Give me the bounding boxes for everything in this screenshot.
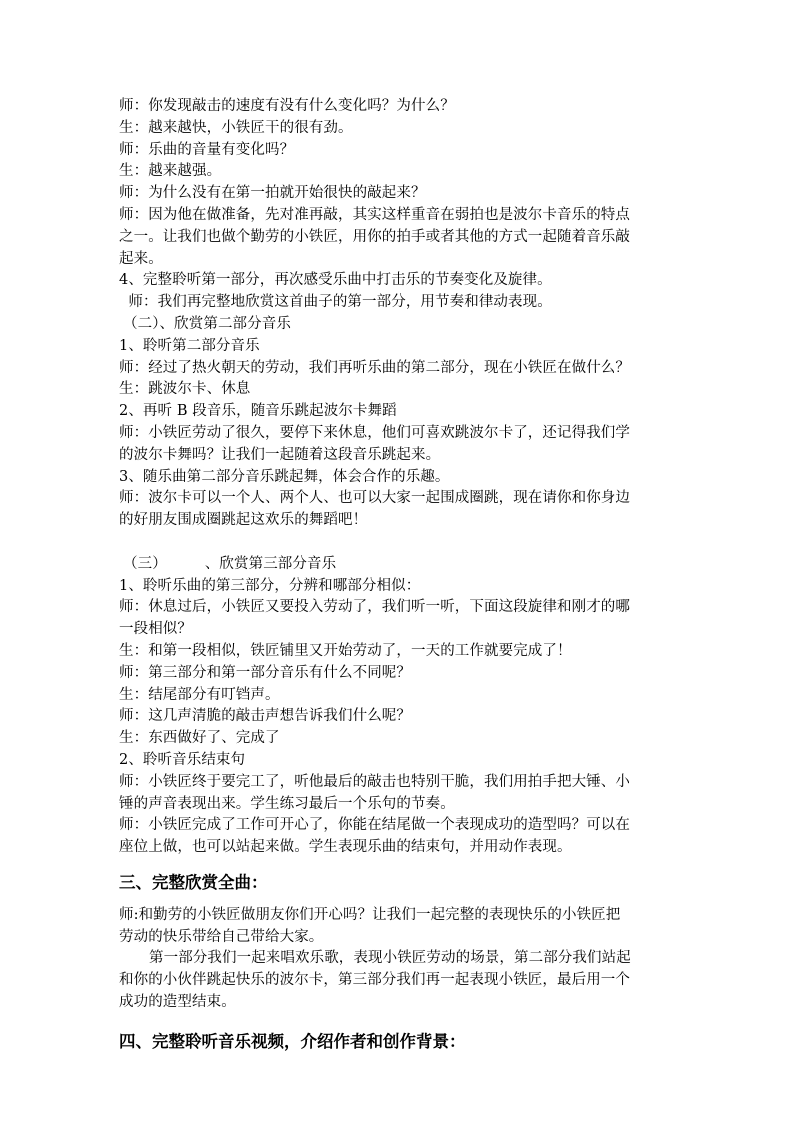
text-line: 师：第三部分和第一部分音乐有什么不同呢？: [119, 664, 411, 681]
text-line: 师：乐曲的音量有变化吗？: [119, 141, 295, 158]
text-line: 生：跳波尔卡、休息: [119, 381, 251, 398]
text-line: 和你的小伙伴跳起快乐的波尔卡，第三部分我们再一起表现小铁匠，最后用一个: [119, 972, 630, 989]
text-line: 第一部分我们一起来唱欢乐歌，表现小铁匠劳动的场景，第二部分我们站起: [149, 950, 631, 967]
heading-video-background: 四、完整聆听音乐视频，介绍作者和创作背景：: [119, 1031, 466, 1051]
blank-line: [119, 532, 679, 554]
document-body: [119, 96, 679, 1054]
step-heading: 1、聆听乐曲的第三部分，分辨和哪部分相似：: [119, 577, 421, 594]
text-line: 师：波尔卡可以一个人、两个人、也可以大家一起围成圈跳，现在请你和你身边: [119, 490, 630, 507]
text-line: 座位上做，也可以站起来做。学生表现乐曲的结束句，并用动作表现。: [119, 839, 572, 856]
text-line: 师：这几声清脆的敲击声想告诉我们什么呢？: [119, 708, 411, 725]
step-heading: 2、再听 B 段音乐，随音乐跳起波尔卡舞蹈: [119, 403, 397, 420]
text-line: 一段相似？: [119, 621, 192, 638]
text-line: 的波尔卡舞吗？让我们一起随着这段音乐跳起来。: [119, 446, 441, 463]
text-line: 师：小铁匠劳动了很久，要停下来休息，他们可喜欢跳波尔卡了，还记得我们学: [119, 424, 630, 441]
step-heading: 4、完整聆听第一部分，再次感受乐曲中打击乐的节奏变化及旋律。: [119, 272, 552, 289]
text-line: 成功的造型结束。: [119, 994, 236, 1011]
section-heading-part2: （二）、欣赏第二部分音乐: [123, 315, 291, 332]
step-heading: 2、聆听音乐结束句: [119, 751, 246, 768]
step-heading: 3、随乐曲第二部分音乐跳起舞，体会合作的乐趣。: [119, 468, 450, 485]
text-line: 师：小铁匠终于要完工了，听他最后的敲击也特别干脆，我们用拍手把大锤、小: [119, 773, 630, 790]
text-line: 生：结尾部分有叮铛声。: [119, 686, 280, 703]
text-line: 的好朋友围成圈跳起这欢乐的舞蹈吧！: [119, 512, 368, 529]
text-line: 之一。让我们也做个勤劳的小铁匠，用你的拍手或者其他的方式一起随着音乐敲: [119, 228, 630, 245]
section-number: （三）: [123, 555, 167, 572]
text-line: 锤的声音表现出来。学生练习最后一个乐句的节奏。: [119, 795, 455, 812]
text-line: 师:和勤劳的小铁匠做朋友你们开心吗？让我们一起完整的表现快乐的小铁匠把: [119, 906, 621, 923]
text-line: 师：小铁匠完成了工作可开心了，你能在结尾做一个表现成功的造型吗？可以在: [119, 817, 630, 834]
text-line: 师：为什么没有在第一拍就开始很快的敲起来？: [119, 185, 426, 202]
text-line: 生：东西做好了、完成了: [119, 730, 280, 747]
text-line: 生：和第一段相似，铁匠铺里又开始劳动了，一天的工作就要完成了！: [119, 642, 572, 659]
text-line: 劳动的快乐带给自己带给大家。: [119, 928, 324, 945]
text-line: 师：我们再完整地欣赏这首曲子的第一部分，用节奏和律动表现。: [119, 294, 552, 311]
text-line: 起来。: [119, 250, 163, 267]
text-line: 师：经过了热火朝天的劳动，我们再听乐曲的第二部分，现在小铁匠在做什么？: [119, 359, 630, 376]
section-heading-part3: [119, 554, 679, 576]
section-title: 、欣赏第三部分音乐: [204, 555, 337, 572]
text-line: 生：越来越快，小铁匠干的很有劲。: [119, 119, 353, 136]
text-line: 师：休息过后，小铁匠又要投入劳动了，我们听一听，下面这段旋律和刚才的哪: [119, 599, 630, 616]
step-heading: 1、聆听第二部分音乐: [119, 337, 260, 354]
text-line: 师：因为他在做准备，先对准再敲，其实这样重音在弱拍也是波尔卡音乐的特点: [119, 206, 630, 223]
heading-complete-appreciation: 三、完整欣赏全曲：: [119, 872, 268, 892]
text-line: 师：你发现敲击的速度有没有什么变化吗？为什么？: [119, 98, 455, 114]
text-line: 生：越来越强。: [119, 163, 222, 180]
